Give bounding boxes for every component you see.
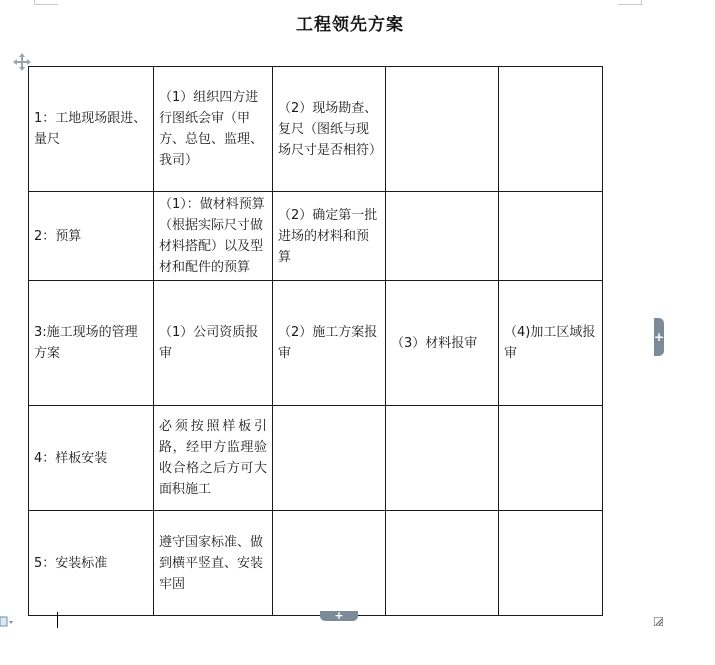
task-cell[interactable] — [386, 67, 499, 192]
step-cell[interactable]: 2：预算 — [29, 192, 154, 281]
task-cell[interactable] — [386, 406, 499, 511]
table-row — [29, 67, 603, 192]
task-cell[interactable]: （1）公司资质报审 — [154, 281, 273, 406]
task-cell[interactable]: （2）现场勘查、复尺（图纸与现场尺寸是否相符） — [273, 67, 386, 192]
task-cell[interactable]: 必须按照样板引路，经甲方监理验收合格之后方可大面积施工 — [154, 406, 273, 511]
step-cell[interactable]: 1：工地现场跟进、量尺 — [29, 67, 154, 192]
table-resize-handle[interactable] — [654, 611, 663, 620]
task-cell[interactable]: （4)加工区域报审 — [499, 281, 603, 406]
task-cell[interactable] — [273, 511, 386, 616]
add-column-button[interactable]: + — [654, 318, 664, 356]
add-row-button[interactable]: + — [320, 611, 358, 621]
task-cell[interactable] — [499, 67, 603, 192]
task-cell[interactable]: （1）：做材料预算（根据实际尺寸做材料搭配）以及型材和配件的预算 — [154, 192, 273, 281]
page-corner-mark-right — [618, 0, 642, 5]
task-cell[interactable] — [386, 192, 499, 281]
table-row — [29, 406, 603, 511]
task-cell[interactable]: （2）施工方案报审 — [273, 281, 386, 406]
paste-options-icon[interactable] — [0, 612, 14, 624]
plan-table — [28, 66, 603, 616]
step-cell[interactable]: 4：样板安装 — [29, 406, 154, 511]
table-row — [29, 281, 603, 406]
table-row — [29, 511, 603, 616]
page-corner-mark-left — [34, 0, 58, 5]
task-cell[interactable]: （3）材料报审 — [386, 281, 499, 406]
resize-corner-icon — [654, 617, 663, 626]
task-cell[interactable] — [386, 511, 499, 616]
task-cell[interactable]: （1）组织四方进行图纸会审（甲方、总包、监理、我司） — [154, 67, 273, 192]
text-cursor — [57, 612, 58, 628]
document-title: 工程领先方案 — [296, 15, 404, 35]
task-cell[interactable] — [499, 406, 603, 511]
table-row — [29, 192, 603, 281]
step-cell[interactable]: 5：安装标准 — [29, 511, 154, 616]
task-cell[interactable]: （2）确定第一批进场的材料和预算 — [273, 192, 386, 281]
task-cell[interactable]: 遵守国家标准、做到横平竖直、安装牢固 — [154, 511, 273, 616]
task-cell[interactable] — [273, 406, 386, 511]
task-cell[interactable] — [499, 511, 603, 616]
step-cell[interactable]: 3:施工现场的管理方案 — [29, 281, 154, 406]
task-cell[interactable] — [499, 192, 603, 281]
